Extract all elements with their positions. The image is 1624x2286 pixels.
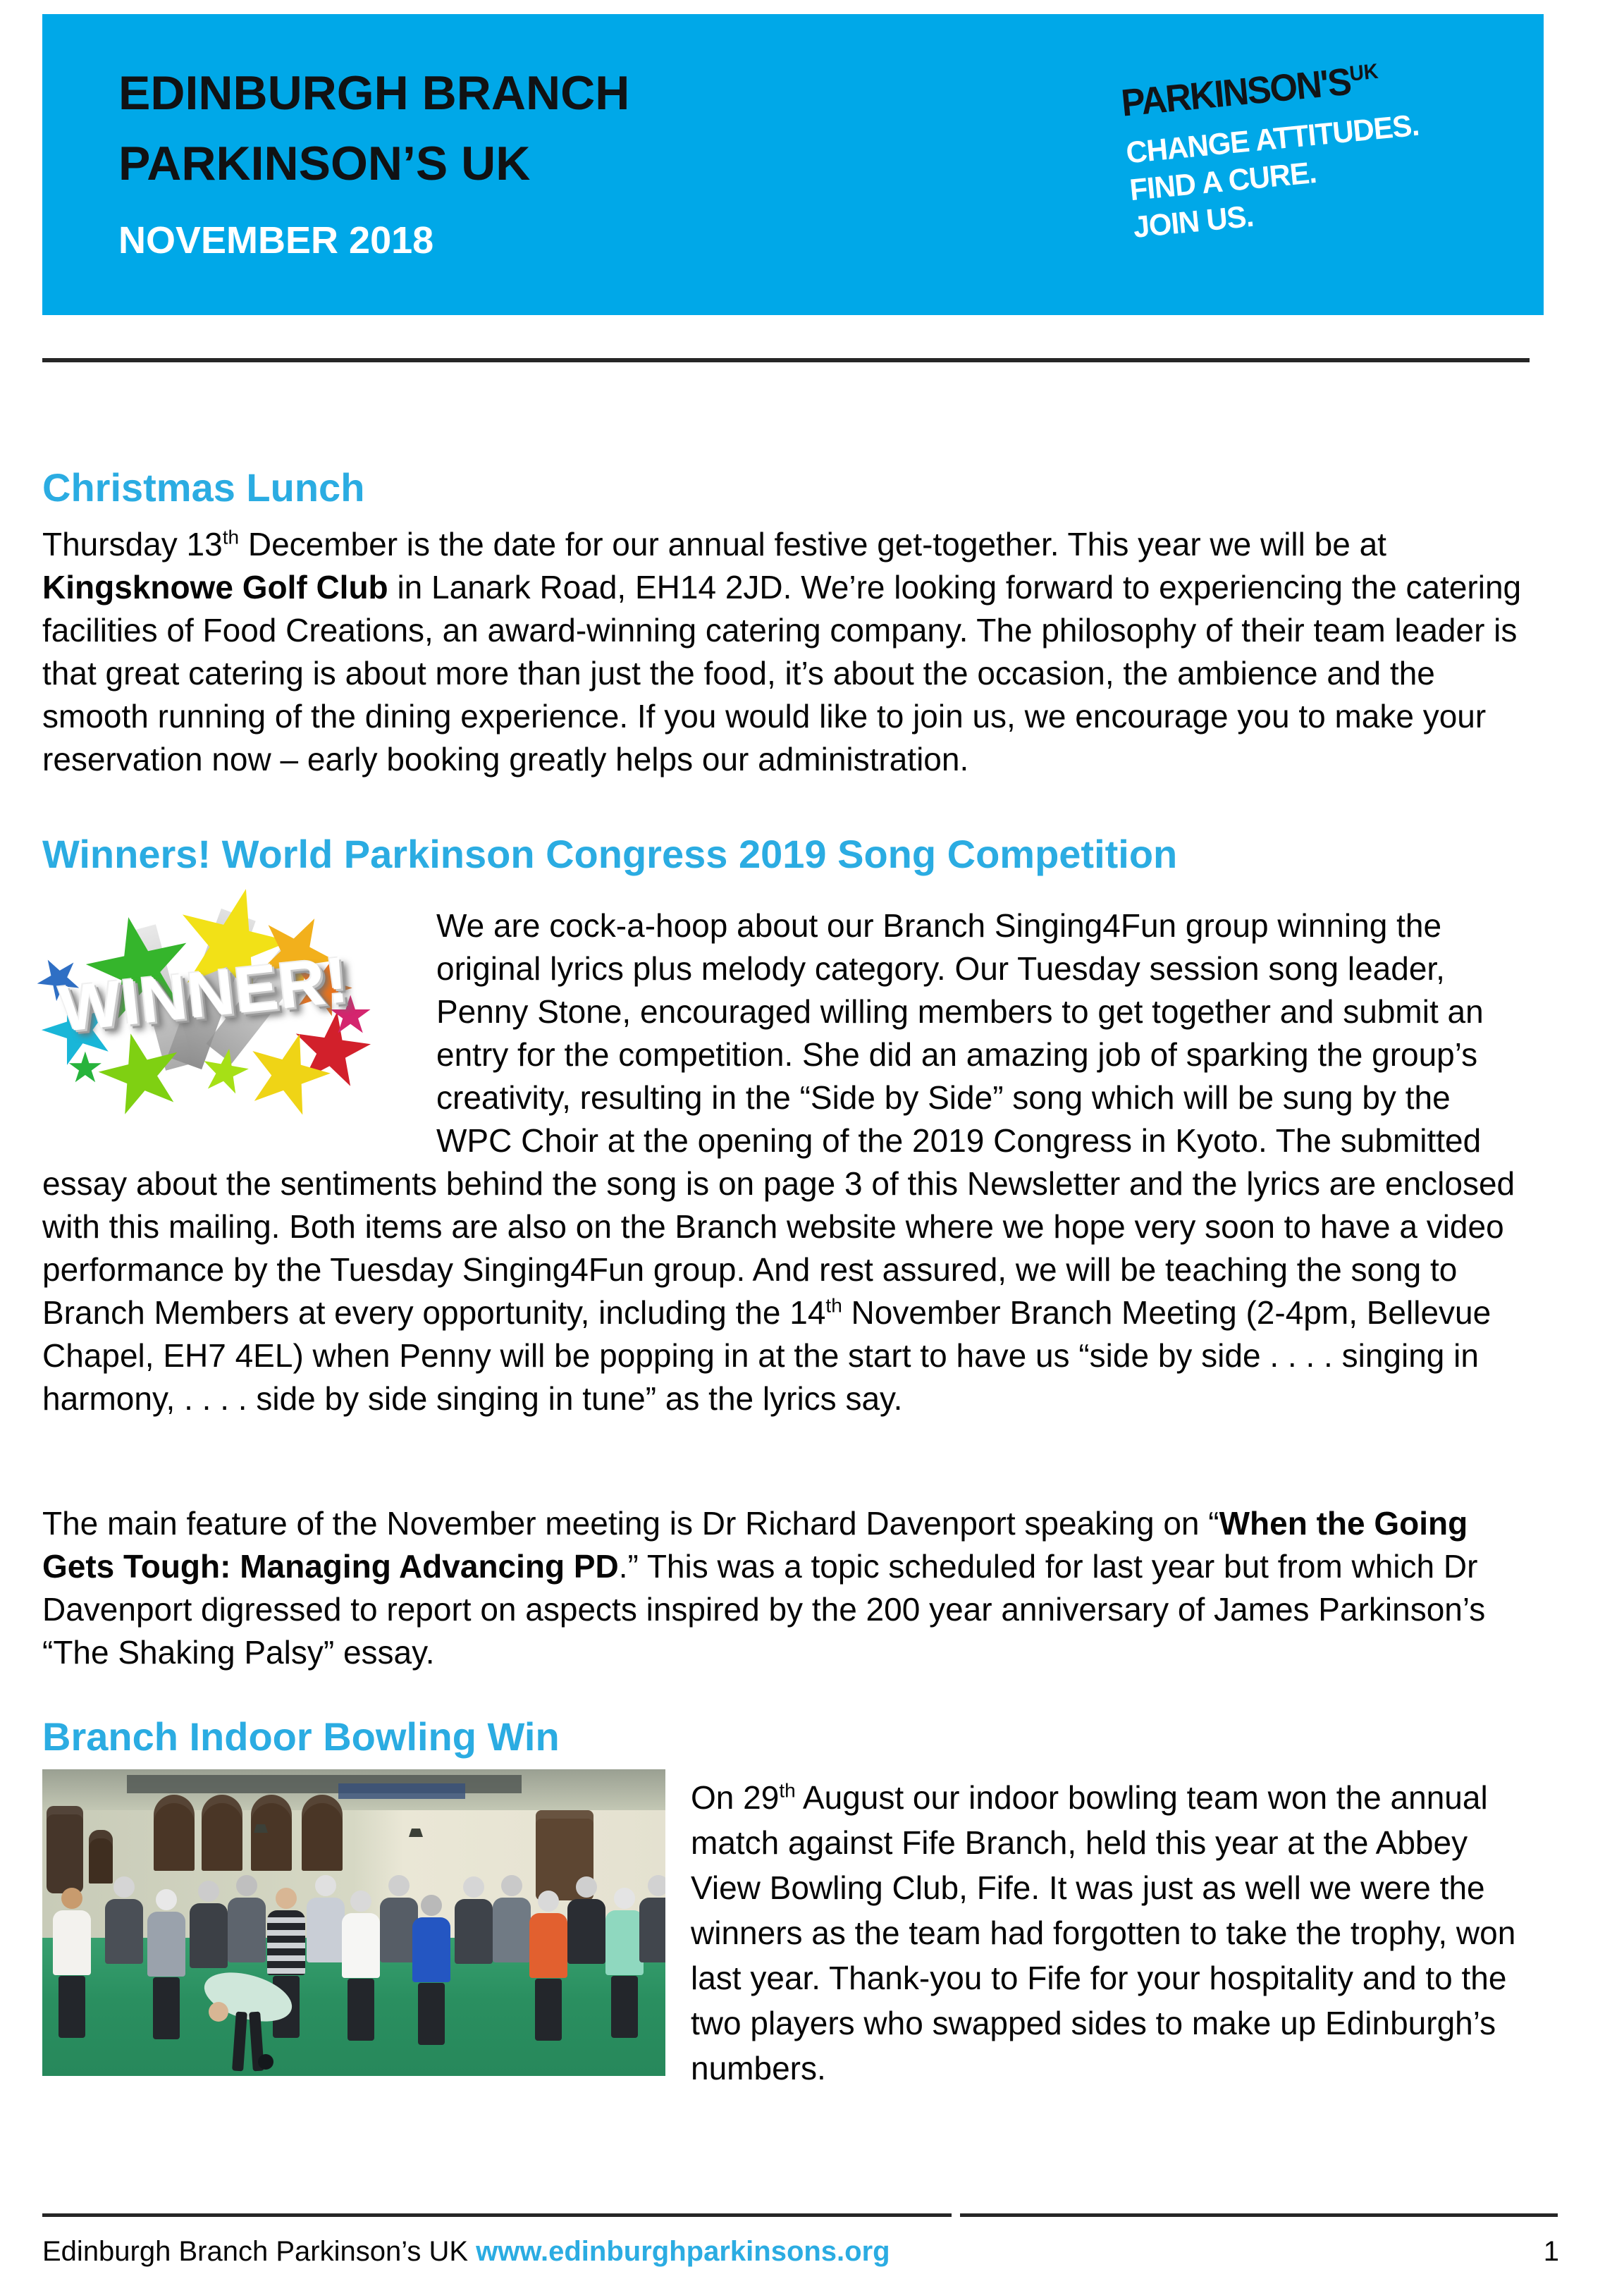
text-run: December is the date for our annual festive get-together. This year we will be at (239, 526, 1386, 563)
logo-tagline-2: FIND A CURE. (1128, 155, 1318, 208)
photo-person (567, 1876, 606, 1964)
ordinal-superscript: th (222, 526, 240, 548)
photo-person (227, 1875, 266, 1962)
photo-honour-board (251, 1795, 292, 1871)
photo-honour-board (47, 1806, 83, 1893)
christmas-lunch-paragraph (42, 523, 1526, 781)
text-run: We are cock-a-hoop about our Branch Singing4Fun group winning the original lyrics plus melody category. Our Tuesday session song leader, Penny Stone, encouraged willing members to get together and submit an entry for the competition. She did an amazing job of sparking the group’s creativity, resulting in the “Side by Side” song which will be sung by the WPC Choir at the opening of the 2019 Congress in Kyoto. The submitted essay about the sentiments behind the song is on page 3 of this Newsletter and the lyrics are enclosed with this mailing. Both items are also on the Branch website where we hope very soon to have a video performance by the Tuesday Singing4Fun group. And rest assured, we will be teaching the song to Branch Members at every opportunity, including the 14 (42, 907, 1515, 1331)
text-run: August our indoor bowling team won the annual match against Fife Branch, held this year at the Abbey View Bowling Club, Fife. It was just as well we were the winners as the team had forgotten to take the trophy, won last year. Thank-you to Fife for your hospitality and to the two players who swapped sides to make up Edinburgh’s numbers. (691, 1779, 1516, 2087)
song-competition-body (42, 904, 1526, 1420)
talk-title-bold: When the Going Gets Tough: Managing Advancing PD (42, 1505, 1468, 1585)
photo-bowl (258, 2054, 273, 2070)
page-number: 1 (1543, 2236, 1559, 2267)
branch-title-line2: PARKINSON’S UK (118, 137, 531, 190)
bowling-section-body (42, 1775, 1526, 2091)
footer-divider-right (960, 2213, 1558, 2217)
photo-person (341, 1891, 381, 2041)
photo-honour-board (202, 1795, 242, 1871)
winner-image (42, 885, 371, 1126)
photo-person (492, 1875, 531, 1962)
ordinal-superscript: th (825, 1294, 842, 1317)
photo-honour-board (89, 1830, 113, 1884)
branch-title (118, 58, 629, 199)
text-run: .” This was a topic scheduled for last year but from which Dr Davenport digressed to report on aspects inspired by the 200 year anniversary of James Parkinson’s “The Shaking Palsy” essay. (42, 1548, 1486, 1671)
logo-tagline-3: JOIN US. (1131, 199, 1255, 245)
text-run: On 29 (691, 1779, 780, 1816)
footer-divider-left (42, 2213, 952, 2217)
masthead-banner (42, 14, 1544, 315)
venue-name-bold: Kingsknowe Golf Club (42, 569, 388, 606)
text-run: The main feature of the November meeting is Dr Richard Davenport speaking on “ (42, 1505, 1219, 1542)
photo-person (454, 1876, 493, 1964)
section-heading-bowling-win: Branch Indoor Bowling Win (42, 1714, 560, 1759)
photo-person (639, 1875, 665, 1962)
star-icon (66, 1047, 104, 1089)
photo-person (189, 1881, 228, 1968)
parkinsons-uk-logo (1119, 53, 1437, 247)
text-run: November Branch Meeting (2-4pm, Bellevue Chapel, EH7 4EL) when Penny will be popping in at the start to have us “side by side . . . . singing in harmony, . . . . side by side singing in tune” as the lyrics say. (42, 1294, 1491, 1417)
footer-branch-name: Edinburgh Branch Parkinson’s UK (42, 2236, 476, 2267)
photo-beam (338, 1783, 465, 1799)
section-heading-christmas-lunch: Christmas Lunch (42, 465, 365, 510)
bowling-team-photo (42, 1769, 665, 2076)
text-run: Thursday 13 (42, 526, 223, 563)
text-run: in Lanark Road, EH14 2JD. We’re looking forward to experiencing the catering facilities of Food Creations, an award-winning catering company. The philosophy of their team leader is that great catering is about more than just the food, it’s about the occasion, the ambience and the smooth running of the dining experience. If you would like to join us, we encourage you to make your reservation now – early booking greatly helps our administration. (42, 569, 1522, 778)
photo-person (147, 1889, 186, 2039)
photo-honour-board (302, 1795, 343, 1871)
winner-label: WINNER! (56, 943, 352, 1046)
logo-tagline-1: CHANGE ATTITUDES. (1124, 108, 1420, 171)
ordinal-superscript: th (779, 1779, 796, 1802)
photo-person (104, 1876, 144, 1964)
photo-person-bending-head (209, 2002, 228, 2022)
november-meeting-paragraph (42, 1502, 1526, 1674)
logo-taglines (1124, 107, 1427, 247)
photo-honour-board (154, 1795, 195, 1871)
section-heading-song-competition: Winners! World Parkinson Congress 2019 Song Competition (42, 832, 1178, 876)
masthead-text (118, 58, 629, 262)
issue-date: NOVEMBER 2018 (118, 219, 434, 262)
footer-website-link[interactable]: www.edinburghparkinsons.org (476, 2236, 890, 2267)
branch-title-line1: EDINBURGH BRANCH (118, 66, 630, 120)
footer-text (42, 2236, 890, 2268)
header-divider (42, 358, 1530, 362)
photo-person (529, 1891, 568, 2041)
logo-brand-sup: UK (1348, 59, 1379, 86)
photo-person (306, 1875, 345, 1962)
photo-person (412, 1895, 451, 2045)
logo-brand-text: PARKINSON'S (1119, 60, 1353, 125)
photo-person (52, 1888, 92, 2038)
